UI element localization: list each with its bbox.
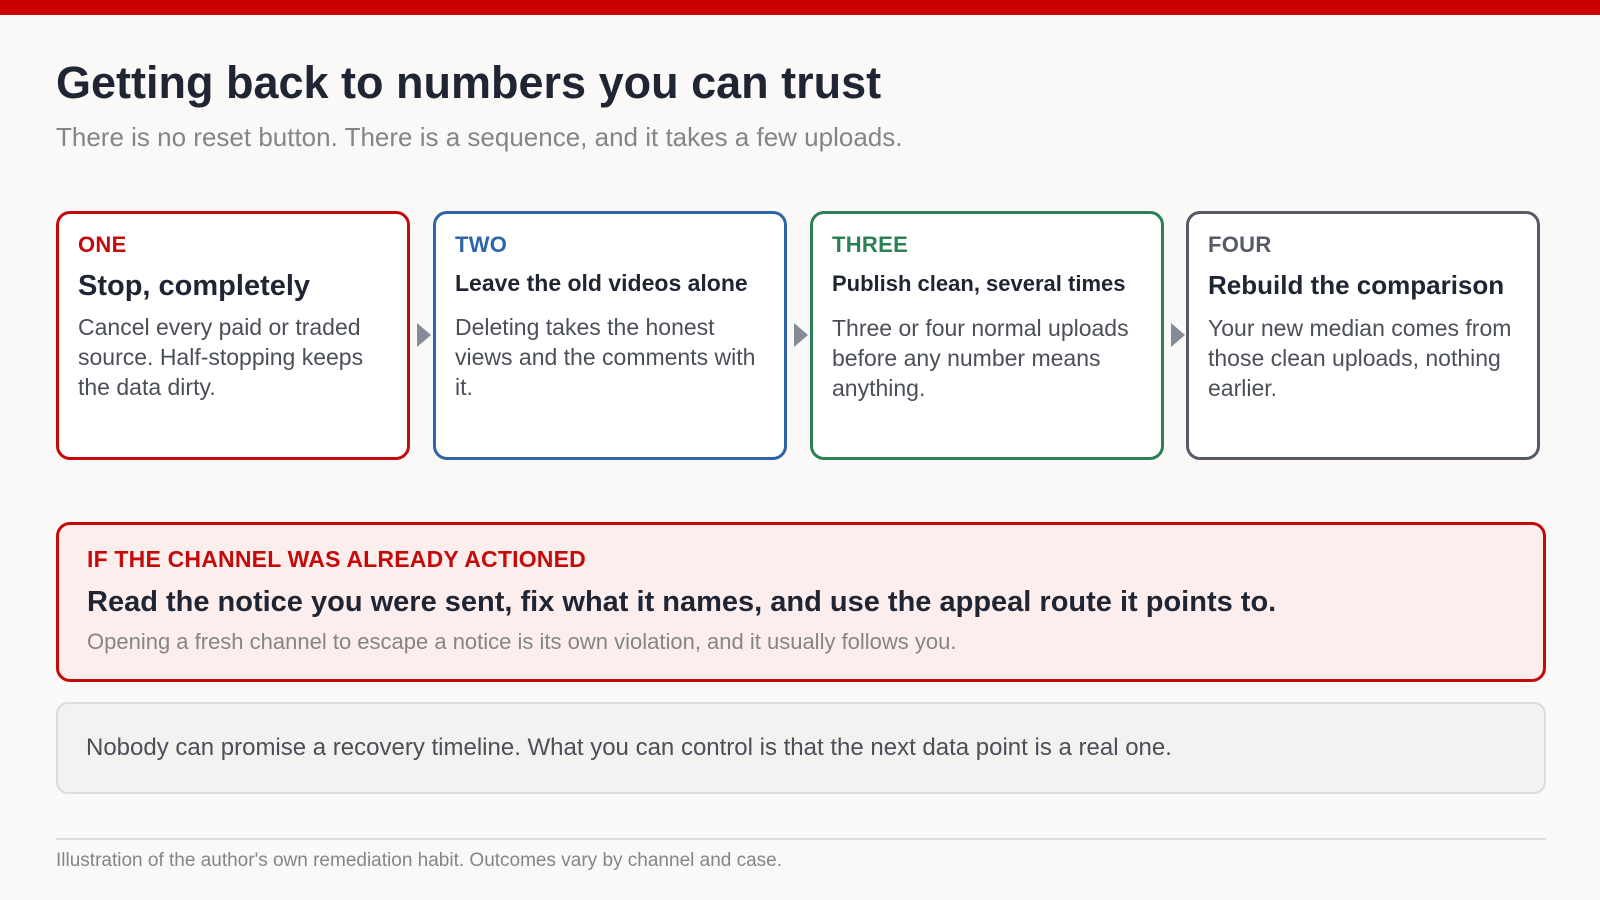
notice-title: Read the notice you were sent, fix what it names, and use the appeal route it points to. [87, 585, 1277, 618]
step-title: Leave the old videos alone [455, 270, 748, 297]
notice-note: Opening a fresh channel to escape a notice is its own violation, and it usually follows you. [87, 629, 957, 655]
step-title: Rebuild the comparison [1208, 270, 1505, 301]
step-description: Cancel every paid or traded source. Half-stopping keeps the data dirty. [78, 314, 364, 401]
step-card-four [1186, 211, 1540, 460]
step-title: Stop, completely [78, 270, 311, 303]
step-card-two [433, 211, 787, 460]
arrow-right-icon [417, 323, 431, 347]
arrow-right-icon [794, 323, 808, 347]
step-title: Publish clean, several times [832, 271, 1126, 297]
step-number: THREE [832, 232, 909, 257]
footer-note: Illustration of the author's own remediation habit. Outcomes vary by channel and case. [56, 850, 783, 871]
arrow-right-icon [1171, 323, 1185, 347]
step-number: TWO [455, 232, 508, 257]
step-card-three [810, 211, 1164, 460]
top-accent-bar [0, 0, 1600, 15]
actioned-channel-notice [56, 522, 1546, 682]
step-description: Three or four normal uploads before any number means anything. [832, 314, 1129, 401]
notice-kicker: IF THE CHANNEL WAS ALREADY ACTIONED [87, 546, 586, 572]
step-description: Your new median comes from those clean uploads, nothing earlier. [1208, 314, 1512, 401]
step-number: ONE [78, 232, 127, 257]
step-card-one [56, 211, 410, 460]
step-number: FOUR [1208, 232, 1272, 257]
page-title: Getting back to numbers you can trust [56, 57, 882, 108]
recovery-remark [56, 702, 1546, 794]
footer-divider [56, 838, 1546, 840]
page-subtitle: There is no reset button. There is a sequence, and it takes a few uploads. [56, 122, 903, 152]
remark-text: Nobody can promise a recovery timeline. What you can control is that the next data point is a real one. [86, 733, 1172, 761]
step-description: Deleting takes the honest views and the comments with it. [455, 313, 756, 400]
